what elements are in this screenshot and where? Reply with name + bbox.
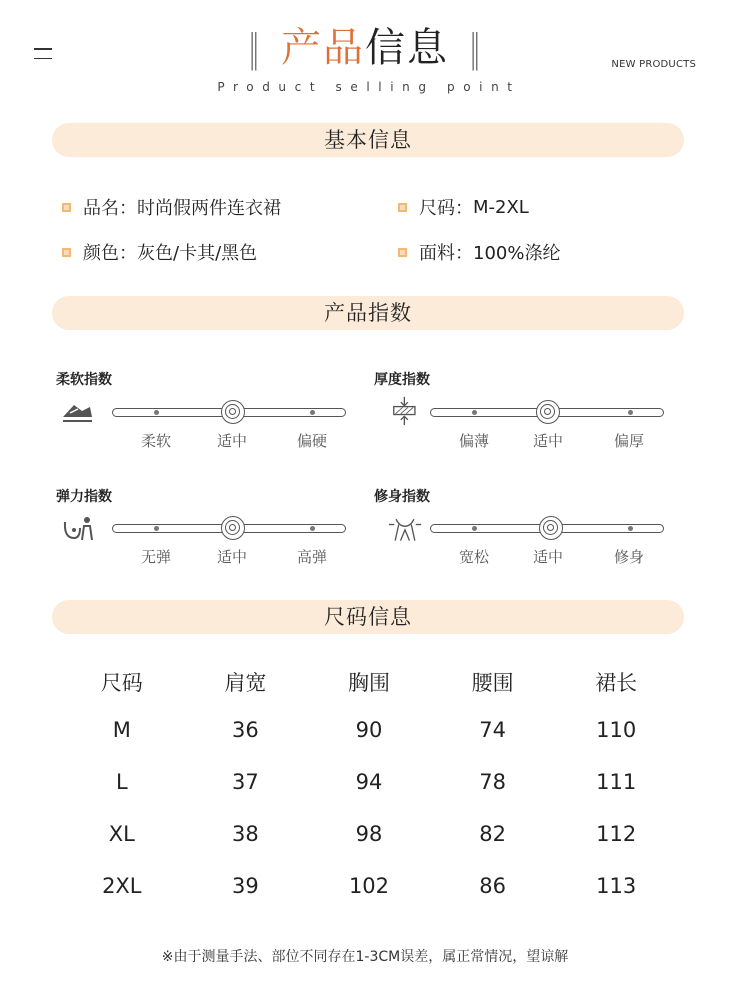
index-title-elasticity: 弹力指数 [56, 489, 112, 505]
table-cell: 82 [479, 822, 506, 846]
table-cell: L [115, 770, 128, 794]
track-dot [310, 526, 315, 531]
tick-label: 柔软 [140, 432, 171, 450]
table-row [60, 704, 678, 756]
table-cell: 94 [355, 770, 383, 794]
index-title-thickness: 厚度指数 [374, 372, 430, 388]
info-label: 尺码： [419, 198, 473, 219]
measurement-footnote: ※由于测量手法、部位不同存在1-3CM误差，属正常情况，望谅解 [161, 949, 569, 965]
table-cell: M [112, 718, 131, 742]
table-cell: 98 [355, 822, 383, 846]
track-dot [472, 526, 477, 531]
thickness-knob [536, 400, 560, 424]
table-cell: 111 [596, 770, 637, 794]
bullet-icon [398, 203, 407, 212]
index-title-softness: 柔软指数 [56, 372, 112, 388]
title-accent-text: 产品 [281, 25, 365, 71]
tick-label: 偏厚 [613, 432, 644, 450]
thickness-icon [390, 396, 424, 426]
elastic-icon [62, 514, 96, 544]
table-cell: 102 [348, 874, 390, 898]
bullet-icon [62, 203, 71, 212]
table-cell: 86 [479, 874, 506, 898]
title-right-bars: ‖ [469, 26, 482, 70]
info-value: M-2XL [473, 196, 529, 218]
track-dot [628, 526, 633, 531]
table-header-cell: 裙长 [595, 671, 638, 695]
section-basic-info: 基本信息 [52, 123, 684, 157]
table-cell: 36 [232, 718, 259, 742]
tick-label: 偏硬 [296, 432, 327, 450]
table-cell: XL [108, 822, 135, 846]
section-size-info: 尺码信息 [52, 600, 684, 634]
table-header-cell: 胸围 [347, 671, 390, 695]
table-header-row [60, 660, 678, 704]
info-value: 灰色/卡其/黑色 [137, 243, 258, 264]
table-cell: 37 [232, 770, 259, 794]
tick-label: 宽松 [458, 548, 489, 566]
table-header-cell: 腰围 [471, 671, 514, 695]
title-rest-text: 信息 [365, 25, 449, 71]
table-cell: 113 [596, 874, 637, 898]
fit-icon [388, 514, 422, 544]
size-table [60, 660, 678, 912]
track-dot [154, 410, 159, 415]
bullet-icon [398, 248, 407, 257]
section-product-index: 产品指数 [52, 296, 684, 330]
table-cell: 39 [232, 874, 259, 898]
tick-label: 适中 [216, 432, 247, 450]
new-products-label: NEW PRODUCTS [611, 59, 696, 70]
track-dot [628, 410, 633, 415]
elasticity-knob [221, 516, 245, 540]
tick-label: 适中 [532, 548, 563, 566]
table-cell: 78 [479, 770, 506, 794]
info-item-name [62, 194, 281, 220]
softness-knob [221, 400, 245, 424]
info-label: 面料： [419, 243, 473, 264]
track-dot [310, 410, 315, 415]
tick-label: 适中 [216, 548, 247, 566]
tick-label: 适中 [532, 432, 563, 450]
table-header-cell: 肩宽 [224, 671, 267, 695]
page-header [0, 22, 730, 94]
track-dot [154, 526, 159, 531]
page-subtitle: Product selling point [217, 80, 521, 94]
table-cell: 110 [596, 718, 637, 742]
table-header-cell: 尺码 [100, 671, 143, 695]
info-item-fabric [398, 239, 560, 265]
info-label: 颜色： [83, 243, 137, 264]
info-item-size [398, 194, 529, 220]
table-cell: 38 [232, 822, 259, 846]
info-item-color [62, 239, 257, 265]
tick-label: 修身 [613, 548, 644, 566]
table-cell: 74 [479, 718, 506, 742]
table-row [60, 808, 678, 860]
table-row [60, 756, 678, 808]
table-cell: 112 [596, 822, 637, 846]
title-left-bars: ‖ [248, 26, 261, 70]
table-cell: 90 [355, 718, 383, 742]
fit-knob [539, 516, 563, 540]
info-label: 品名： [83, 198, 137, 219]
index-title-fit: 修身指数 [374, 489, 430, 505]
info-value: 时尚假两件连衣裙 [137, 198, 281, 219]
page-title [228, 22, 502, 74]
tick-label: 无弹 [140, 548, 171, 566]
fabric-soft-icon [60, 397, 94, 427]
tick-label: 高弹 [296, 548, 327, 566]
table-row [60, 860, 678, 912]
info-value: 100%涤纶 [473, 243, 561, 264]
track-dot [472, 410, 477, 415]
bullet-icon [62, 248, 71, 257]
table-cell: 2XL [102, 874, 142, 898]
tick-label: 偏薄 [458, 432, 489, 450]
